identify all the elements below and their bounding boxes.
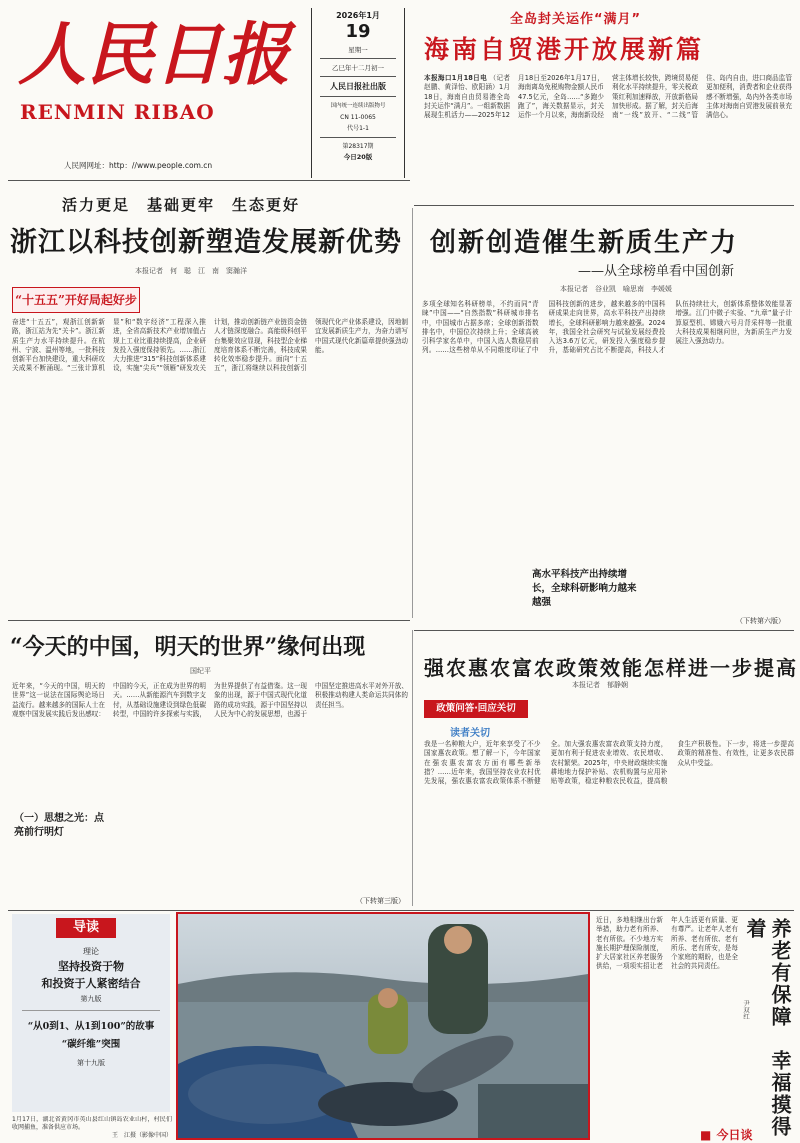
guide-item-2-headline[interactable]: “从0到1、从1到100”的故事 “碳纤维”突围 bbox=[27, 1021, 155, 1050]
zhejiang-banner-text: “十五五”开好局起好步 bbox=[15, 293, 137, 307]
agriculture-tag: 政策问答·回应关切 bbox=[424, 700, 528, 718]
code-4: 第28317期 bbox=[342, 143, 374, 150]
photo-caption-text: 1月17日，湖北省黄冈市英山县红山镇岛农业山村，村民们收网捕鱼，准备供应市场。 bbox=[12, 1116, 172, 1131]
guide-item-1-label: 理论 bbox=[83, 947, 99, 956]
top-headline: 海南自贸港开放展新篇 bbox=[424, 35, 705, 64]
opinion-body bbox=[12, 682, 408, 904]
opinion-text: 近年来，“今天的中国，明天的世界”这一说法在国际舆论场日益流行。越来越多的国际人士在观察中国发展实践后发出感叹：中国的今天，正在成为世界的明天。……从新能源汽车到数字支付，从基础设施建设到绿色低碳转型，中国的许多探索与实践，为世界提供了有益借鉴。这一现象的出现，源于中国式现代化道路的成功实践，源于中国坚持以人民为中心的发展思想，也源于中国坚定推进高水平对外开放、积极推动构建人类命运共同体的责任担当。 bbox=[12, 682, 408, 718]
agriculture-reader-label: 读者关切 bbox=[450, 728, 490, 739]
guide-item-1-headline[interactable]: 坚持投资于物 和投资于人紧密结合 bbox=[41, 960, 141, 990]
zhejiang-headline: 浙江以科技创新塑造发展新优势 bbox=[10, 227, 402, 258]
today-talk-icon: ■ bbox=[700, 1128, 712, 1142]
guide-box bbox=[12, 914, 170, 1112]
photo-caption bbox=[12, 1116, 172, 1140]
zhejiang-byline: 本报记者 何 聪 江 南 窦瀚洋 bbox=[135, 267, 247, 275]
opinion-continue: （下转第三版） bbox=[356, 897, 405, 905]
opinion-headline: “今天的中国，明天的世界”缘何出现 bbox=[10, 634, 366, 660]
innovation-text: 多项全球知名科研榜单，不约而同“青睐”中国——“自然指数”科研城市排名中，中国城市占据多席；全球创新指数排名中，中国位次持续上升；全球高被引科学家名单中，中国入选人数稳居前列。……这些榜单从不同维度印证了中国科技创新的进步，越来越多的中国科研成果走向世界，高水平科技产出持续增长，全球科研影响力越来越强。2024年，我国全社会研究与试验发展经费投入达3.6万亿元，研发投入强度稳步提升，基础研究占比不断提高，科技人才队伍持续壮大，创新体系整体效能显著增强。江门中微子实验、“九章”量子计算原型机、嫦娥六号月背采样等一批重大科技成果相继问世，为新质生产力发展注入强劲动力。 bbox=[422, 300, 792, 355]
innovation-subtitle: 高水平科技产出持续增长，全球科研影响力越来越强 bbox=[532, 569, 637, 608]
opinion-byline: 国纪平 bbox=[190, 667, 211, 675]
top-story-text: （记者赵鹏、黄泽怡、欧阳涵）1月18日，海南自由贸易港全岛封关运作“满月”。一组新数据展现生机活力——2025年12月18日至2026年1月17日，海南离岛免税购物金额人民币47.5亿元，全岛……“多跑少跑了”，海关数据显示，封关运作一个月以来，海南新设经营主体增长较快，跨境贸易便利化水平持续提升，零关税政策红利加速释放，开放新格局加快形成。据了解，封关后海南“一线”放开、“二线”管住、岛内自由，进口商品监管更加便利，消费者和企业获得感不断增强，岛内外各类市场主体对海南自贸港发展前景充满信心。 bbox=[424, 74, 792, 120]
publisher: 人民日报社出版 bbox=[330, 82, 386, 91]
code-2: CN 11-0065 bbox=[340, 114, 376, 121]
website-url: 人民网网址：http：//www.people.com.cn bbox=[64, 161, 213, 170]
zhejiang-text: 奋进“十五五”，观浙江创新新路，浙江站为先“关卡”。浙江新质生产力水平持续提升。在杭州、宁波、温州等地，一批科技创新平台加快建设，重大科研攻关成果不断涌现。“三张计算机显”和“数字经济”工程深入推进，全省高新技术产业增加值占规上工业比重持续提高，企业研发投入强度保持领先。……浙江大力推进“315”科技创新体系建设，实施“尖兵”“领雁”研发攻关计划，推动创新链产业链资金链人才链深度融合。高能级科创平台集聚效应显现，科技型企业梯度培育体系不断完善，科技成果转化效率稳步提升。面向“十五五”，浙江将继续以科技创新引领现代化产业体系建设，因地制宜发展新质生产力，为奋力谱写中国式现代化新篇章提供强劲动能。 bbox=[12, 318, 408, 373]
innovation-headline: 创新创造催生新质生产力 bbox=[430, 228, 739, 258]
innovation-body bbox=[422, 300, 792, 612]
innovation-subhead: ——从全球榜单看中国创新 bbox=[578, 264, 735, 279]
divider bbox=[8, 620, 410, 621]
innovation-subtitle-box bbox=[532, 568, 642, 610]
masthead-title: 人民日报 bbox=[18, 15, 291, 95]
date-day: 19 bbox=[345, 21, 371, 42]
zhejiang-body bbox=[12, 318, 408, 608]
today-talk-tag-text: 今日谈 bbox=[716, 1128, 753, 1142]
guide-item-1-page: 第九版 bbox=[80, 995, 102, 1003]
innovation-byline: 本报记者 谷业凯 喻思南 李媛媛 bbox=[560, 285, 672, 293]
today-talk-byline: 尹双红 bbox=[742, 1000, 750, 1020]
divider bbox=[8, 910, 794, 911]
date-lunar: 乙巳年十二月初一 bbox=[332, 64, 384, 72]
divider bbox=[8, 180, 410, 181]
code-5: 今日20版 bbox=[343, 153, 373, 161]
opinion-section-heading: （一）思想之光：点亮前行明灯 bbox=[14, 813, 104, 838]
masthead-romanized: RENMIN RIBAO bbox=[20, 100, 215, 124]
today-talk-body bbox=[596, 916, 738, 1120]
zhejiang-banner bbox=[12, 287, 140, 313]
agriculture-text: 我是一名种粮大户，近年来享受了不少国家惠农政策。想了解一下，今年国家在强农惠农富农方面有哪些新举措？……近年来，我国坚持农业农村优先发展，强农惠农富农政策体系不断健全。加大强农惠农富农政策支持力度，更加有利于促进农业增效、农民增收、农村繁荣。2025年，中央财政继续实施耕地地力保护补贴、农机购置与应用补贴等政策，稳定种粮农民收益，提高粮食生产积极性。下一步，将进一步提高政策的精准性、有效性，让更多农民群众从中受益。 bbox=[424, 740, 794, 786]
divider bbox=[414, 630, 794, 631]
column-divider bbox=[412, 630, 413, 906]
innovation-continue: （下转第六版） bbox=[736, 617, 785, 625]
column-divider bbox=[412, 208, 413, 618]
top-dateline: 本报海口1月18日电 bbox=[424, 74, 488, 82]
date-weekday: 星期一 bbox=[348, 46, 368, 54]
guide-item-2-page: 第十九版 bbox=[77, 1059, 105, 1067]
zhejiang-kicker: 活力更足 基础更牢 生态更好 bbox=[62, 196, 301, 214]
agriculture-body bbox=[424, 740, 794, 906]
top-kicker: 全岛封关运作“满月” bbox=[510, 12, 642, 27]
today-talk-headline: 养老有保障 幸福摸得着 bbox=[743, 918, 792, 1138]
agriculture-headline: 强农惠农富农政策效能怎样进一步提高 bbox=[424, 656, 798, 680]
guide-title: 导读 bbox=[56, 918, 116, 938]
agriculture-byline: 本报记者 郁静娴 bbox=[572, 681, 628, 689]
photo-credit: 王 江摄（影像中国） bbox=[111, 1132, 172, 1139]
top-story-body bbox=[424, 74, 792, 202]
code-1: 国内统一连续出版物号 bbox=[330, 103, 386, 109]
today-talk-tag bbox=[700, 1124, 752, 1140]
fishing-photo bbox=[176, 912, 590, 1140]
code-3: 代号1-1 bbox=[347, 125, 369, 132]
today-talk-text: 近日，多地相继出台新举措，助力老有所养、老有所依。不少地方实施长期护理保险制度，扩大居家社区养老服务供给，一项项实招让老年人生活更有质量、更有尊严。让老年人老有所养、老有所依、老有所乐、老有所安，是每个家庭的期盼，也是全社会的共同责任。 bbox=[596, 916, 738, 971]
photo-image bbox=[178, 914, 588, 1138]
masthead-logo bbox=[14, 8, 304, 128]
date-month: 2026年1月 bbox=[336, 11, 380, 20]
divider bbox=[414, 205, 794, 206]
date-box bbox=[311, 8, 405, 178]
